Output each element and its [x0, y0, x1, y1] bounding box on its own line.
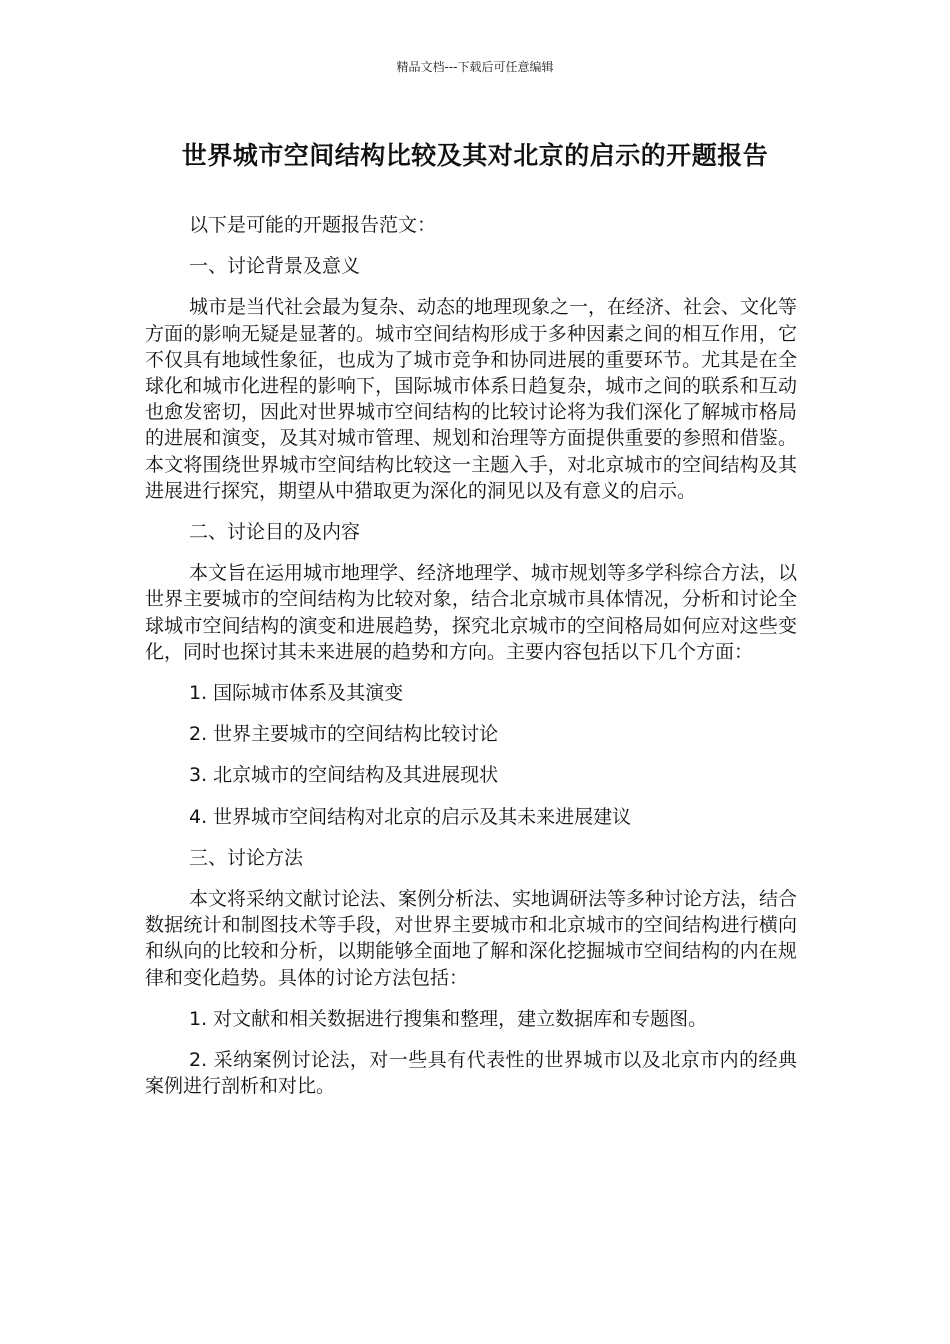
content-list-item: 4. 世界城市空间结构对北京的启示及其未来进展建议 [189, 805, 632, 828]
content-list-item: 3. 北京城市的空间结构及其进展现状 [189, 764, 499, 787]
content-list-item: 1. 国际城市体系及其演变 [189, 682, 404, 705]
method-list-item: 1. 对文献和相关数据进行搜集和整理，建立数据库和专题图。 [189, 1007, 708, 1030]
section-heading-methods: 三、讨论方法 [189, 846, 304, 869]
objectives-paragraph: 本文旨在运用城市地理学、经济地理学、城市规划等多学科综合方法，以世界主要城市的空间结构为比较对象，结合北京城市具体情况，分析和讨论全球城市空间结构的演变和进展趋势，探究北京城市的空间格局如何应对这些变化，同时也探讨其未来进展的趋势和方向。主要内容包括以下几个方面： [145, 562, 798, 663]
content-list-item: 2. 世界主要城市的空间结构比较讨论 [189, 723, 499, 746]
methods-paragraph: 本文将采纳文献讨论法、案例分析法、实地调研法等多种讨论方法，结合数据统计和制图技术等手段，对世界主要城市和北京城市的空间结构进行横向和纵向的比较和分析，以期能够全面地了解和深化挖掘城市空间结构的内在规律和变化趋势。具体的讨论方法包括： [145, 888, 798, 989]
document-title: 世界城市空间结构比较及其对北京的启示的开题报告 [181, 141, 769, 170]
intro-paragraph: 以下是可能的开题报告范文： [189, 214, 437, 236]
document-body [145, 212, 797, 1114]
method-list-item: 2. 采纳案例讨论法，对一些具有代表性的世界城市以及北京市内的经典案例进行剖析和对比。 [145, 1049, 797, 1098]
page-header-note: 精品文档---下载后可任意编辑 [396, 60, 554, 74]
background-paragraph: 城市是当代社会最为复杂、动态的地理现象之一，在经济、社会、文化等方面的影响无疑是显著的。城市空间结构形成于多种因素之间的相互作用，它不仅具有地域性象征，也成为了城市竞争和协同进展的重要环节。尤其是在全球化和城市化进程的影响下，国际城市体系日趋复杂，城市之间的联系和互动也愈发密切，因此对世界城市空间结构的比较讨论将为我们深化了解城市格局的进展和演变，及其对城市管理、规划和治理等方面提供重要的参照和借鉴。本文将围绕世界城市空间结构比较这一主题入手，对北京城市的空间结构及其进展进行探究，期望从中猎取更为深化的洞见以及有意义的启示。 [145, 296, 798, 502]
section-heading-background: 一、讨论背景及意义 [189, 255, 361, 278]
section-heading-objectives: 二、讨论目的及内容 [189, 521, 361, 544]
